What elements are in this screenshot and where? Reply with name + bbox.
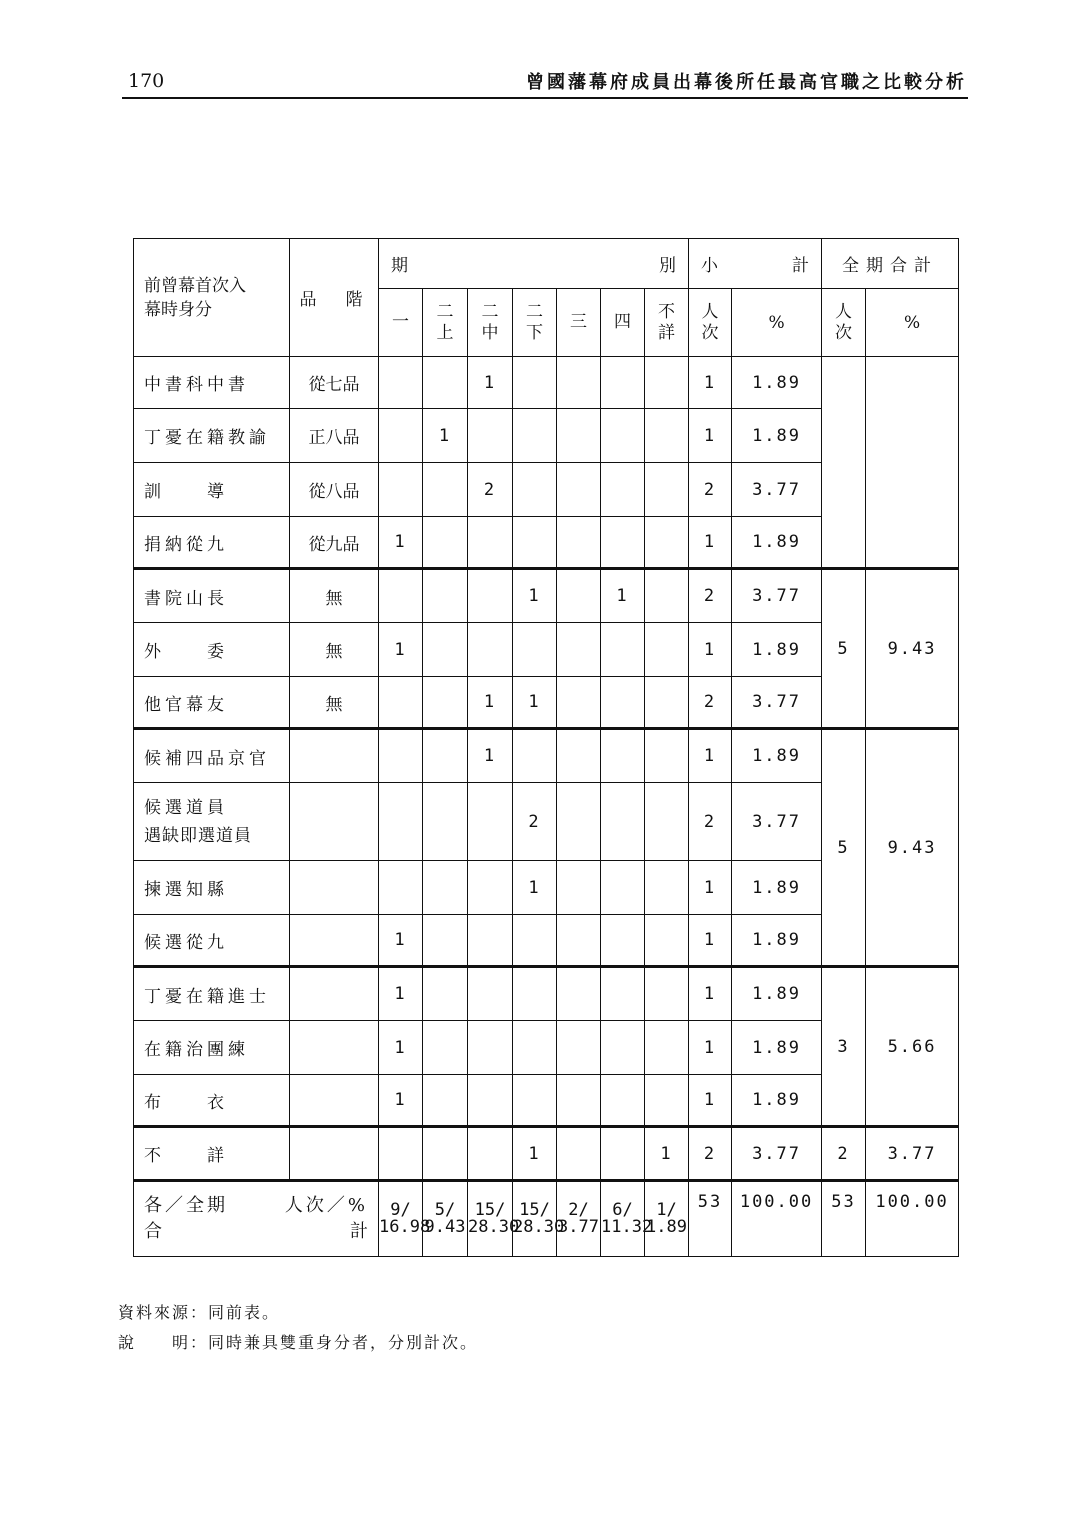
period-count-cell: 1 bbox=[379, 517, 423, 569]
period-count-cell bbox=[423, 783, 468, 861]
period-count-cell bbox=[468, 569, 513, 623]
period-head-5: 三 bbox=[557, 289, 601, 357]
period-count-cell bbox=[423, 967, 468, 1021]
identity-label: 丁憂在籍進士 bbox=[144, 986, 270, 1007]
period-total-percent: 28.30 bbox=[468, 1217, 520, 1237]
period-count-cell bbox=[601, 1127, 645, 1181]
rank-cell bbox=[290, 915, 379, 967]
period-total-cell bbox=[513, 1181, 565, 1257]
identity-cell bbox=[134, 463, 290, 517]
subtotal-persons-cell: 1 bbox=[689, 1075, 732, 1127]
subtotal-persons-cell: 1 bbox=[689, 357, 732, 409]
subtotal-label-left: 小 bbox=[701, 256, 719, 276]
period-head-2: 二上 bbox=[423, 289, 468, 357]
total-label-top-left: 各／全期 bbox=[144, 1195, 228, 1216]
period-count-cell bbox=[379, 463, 423, 517]
period-count-cell bbox=[379, 861, 423, 915]
period-count-cell bbox=[601, 357, 645, 409]
period-count-cell: 1 bbox=[468, 729, 513, 783]
period-count-cell bbox=[513, 409, 557, 463]
identity-label: 揀選知縣 bbox=[144, 880, 228, 900]
period-count-cell bbox=[513, 1021, 557, 1075]
period-label-right: 別 bbox=[659, 256, 677, 276]
period-count-cell bbox=[557, 623, 601, 677]
period-total-percent: 3.77 bbox=[558, 1217, 599, 1237]
period-count-cell bbox=[601, 463, 645, 517]
subtotal-percent-cell: 3.77 bbox=[732, 1127, 822, 1181]
period-total-cell bbox=[379, 1181, 431, 1257]
period-head-3: 二中 bbox=[468, 289, 513, 357]
period-count-cell bbox=[468, 861, 513, 915]
period-count-cell bbox=[423, 861, 468, 915]
period-count-cell bbox=[423, 569, 468, 623]
period-count-cell bbox=[645, 623, 689, 677]
identity-label-line2: 遇缺即選道員 bbox=[144, 825, 252, 846]
period-count-cell: 1 bbox=[513, 677, 557, 729]
period-total-cell bbox=[557, 1181, 601, 1257]
period-count-cell bbox=[557, 677, 601, 729]
period-count-cell: 2 bbox=[513, 783, 557, 861]
period-total-count: 15/ bbox=[519, 1200, 550, 1220]
period-count-cell bbox=[468, 623, 513, 677]
period-count-cell: 1 bbox=[601, 569, 645, 623]
period-count-cell bbox=[645, 861, 689, 915]
table-row bbox=[134, 967, 959, 1021]
total-label-bottom-right: 計 bbox=[350, 1221, 368, 1242]
subtotal-persons-cell: 1 bbox=[689, 409, 732, 463]
period-total-count: 6/ bbox=[612, 1200, 633, 1220]
period-count-cell bbox=[513, 463, 557, 517]
period-count-cell: 1 bbox=[379, 1021, 423, 1075]
source-note: 資料來源：同前表。 bbox=[118, 1303, 281, 1322]
period-header bbox=[379, 239, 689, 289]
subtotal-persons-cell: 2 bbox=[689, 1127, 732, 1181]
period-count-cell bbox=[601, 1075, 645, 1127]
period-count-cell bbox=[513, 623, 557, 677]
period-head-7: 不詳 bbox=[645, 289, 689, 357]
identity-label: 候補四品京官 bbox=[144, 748, 270, 769]
table-row bbox=[134, 1127, 959, 1181]
subtotal-persons-cell: 1 bbox=[689, 967, 732, 1021]
identity-cell bbox=[134, 677, 290, 729]
period-count-cell bbox=[645, 569, 689, 623]
rank-cell bbox=[290, 967, 379, 1021]
identity-label: 外 委 bbox=[144, 642, 228, 662]
identity-label: 訓 導 bbox=[144, 482, 228, 502]
subtotal-percent-cell: 1.89 bbox=[732, 861, 822, 915]
rank-cell bbox=[290, 1021, 379, 1075]
period-count-cell bbox=[468, 517, 513, 569]
subtotal-persons-cell: 1 bbox=[689, 1021, 732, 1075]
period-count-cell: 1 bbox=[513, 569, 557, 623]
period-count-cell bbox=[557, 357, 601, 409]
period-count-cell bbox=[601, 1021, 645, 1075]
total-all-p-cell: 100.00 bbox=[866, 1181, 959, 1257]
period-count-cell bbox=[513, 1075, 557, 1127]
rank-cell: 從九品 bbox=[290, 517, 379, 569]
subtotal-persons-cell: 1 bbox=[689, 729, 732, 783]
period-count-cell: 1 bbox=[468, 677, 513, 729]
subtotal-persons-cell: 1 bbox=[689, 623, 732, 677]
period-count-cell bbox=[423, 463, 468, 517]
period-count-cell: 1 bbox=[423, 409, 468, 463]
period-count-cell bbox=[423, 1127, 468, 1181]
identity-label: 候選從九 bbox=[144, 932, 228, 953]
period-count-cell bbox=[468, 1127, 513, 1181]
period-count-cell bbox=[601, 623, 645, 677]
period-count-cell bbox=[557, 517, 601, 569]
period-count-cell bbox=[379, 729, 423, 783]
period-count-cell bbox=[645, 1075, 689, 1127]
grand-persons-head: 人次 bbox=[822, 289, 866, 357]
period-count-cell bbox=[423, 517, 468, 569]
period-count-cell bbox=[468, 967, 513, 1021]
identity-cell bbox=[134, 967, 290, 1021]
group-percent-cell bbox=[866, 357, 959, 569]
total-label-top-right: 人次／% bbox=[284, 1195, 368, 1216]
period-count-cell bbox=[423, 1075, 468, 1127]
identity-cell bbox=[134, 569, 290, 623]
period-count-cell bbox=[645, 915, 689, 967]
total-row bbox=[134, 1181, 959, 1257]
period-head-1: 一 bbox=[379, 289, 423, 357]
period-total-percent: 11.32 bbox=[601, 1217, 653, 1237]
subtotal-percent-head: % bbox=[732, 289, 822, 357]
period-total-percent: 16.98 bbox=[379, 1217, 431, 1237]
group-percent-cell: 5.66 bbox=[866, 967, 959, 1127]
subtotal-persons-cell: 1 bbox=[689, 517, 732, 569]
group-percent-cell: 9.43 bbox=[866, 729, 959, 967]
period-count-cell bbox=[645, 677, 689, 729]
period-count-cell bbox=[423, 915, 468, 967]
subtotal-percent-cell: 1.89 bbox=[732, 1021, 822, 1075]
total-sub-n-cell: 53 bbox=[689, 1181, 732, 1257]
rank-cell: 從八品 bbox=[290, 463, 379, 517]
rank-cell bbox=[290, 783, 379, 861]
period-count-cell bbox=[645, 1021, 689, 1075]
subtotal-percent-cell: 1.89 bbox=[732, 1075, 822, 1127]
period-total-percent: 28.30 bbox=[513, 1217, 565, 1237]
period-count-cell bbox=[601, 409, 645, 463]
period-count-cell bbox=[379, 409, 423, 463]
period-total-count: 1/ bbox=[656, 1200, 677, 1220]
rank-cell: 從七品 bbox=[290, 357, 379, 409]
subtotal-percent-cell: 3.77 bbox=[732, 677, 822, 729]
period-count-cell bbox=[557, 1075, 601, 1127]
group-persons-cell: 2 bbox=[822, 1127, 866, 1181]
period-count-cell bbox=[557, 1021, 601, 1075]
subtotal-persons-cell: 1 bbox=[689, 915, 732, 967]
period-count-cell: 1 bbox=[513, 1127, 557, 1181]
grand-total-header: 全期合計 bbox=[822, 239, 959, 289]
period-count-cell bbox=[645, 783, 689, 861]
identity-cell bbox=[134, 783, 290, 861]
page-number: 170 bbox=[128, 70, 165, 92]
subtotal-percent-cell: 3.77 bbox=[732, 463, 822, 517]
period-count-cell bbox=[468, 409, 513, 463]
period-count-cell bbox=[601, 729, 645, 783]
period-total-cell bbox=[423, 1181, 468, 1257]
period-count-cell bbox=[601, 915, 645, 967]
subtotal-percent-cell: 3.77 bbox=[732, 783, 822, 861]
subtotal-percent-cell: 1.89 bbox=[732, 623, 822, 677]
period-count-cell bbox=[379, 783, 423, 861]
period-count-cell bbox=[423, 357, 468, 409]
period-label-left: 期 bbox=[391, 256, 408, 276]
period-count-cell: 1 bbox=[513, 861, 557, 915]
period-count-cell bbox=[513, 967, 557, 1021]
period-count-cell bbox=[379, 677, 423, 729]
running-title: 曾國藩幕府成員出幕後所任最高官職之比較分析 bbox=[526, 72, 967, 93]
total-label-bottom-left: 合 bbox=[144, 1221, 162, 1242]
period-total-percent: 9.43 bbox=[424, 1217, 466, 1237]
rank-cell: 正八品 bbox=[290, 409, 379, 463]
identity-cell bbox=[134, 357, 290, 409]
total-all-n-cell: 53 bbox=[822, 1181, 866, 1257]
period-count-cell bbox=[557, 915, 601, 967]
period-count-cell bbox=[645, 409, 689, 463]
subtotal-percent-cell: 1.89 bbox=[732, 357, 822, 409]
subtotal-percent-cell: 1.89 bbox=[732, 729, 822, 783]
rank-cell bbox=[290, 1075, 379, 1127]
rank-cell: 無 bbox=[290, 677, 379, 729]
identity-label: 布 衣 bbox=[144, 1092, 228, 1113]
period-count-cell bbox=[379, 357, 423, 409]
rank-cell: 無 bbox=[290, 623, 379, 677]
identity-label: 書院山長 bbox=[144, 588, 228, 609]
period-count-cell bbox=[557, 409, 601, 463]
identity-cell bbox=[134, 915, 290, 967]
group-percent-cell: 9.43 bbox=[866, 569, 959, 729]
period-total-count: 2/ bbox=[568, 1200, 589, 1220]
period-count-cell bbox=[513, 517, 557, 569]
group-persons-cell: 5 bbox=[822, 569, 866, 729]
identity-cell bbox=[134, 1075, 290, 1127]
period-count-cell bbox=[379, 1127, 423, 1181]
period-count-cell bbox=[379, 569, 423, 623]
period-count-cell bbox=[557, 861, 601, 915]
period-total-cell bbox=[645, 1181, 689, 1257]
period-count-cell bbox=[557, 783, 601, 861]
subtotal-percent-cell: 1.89 bbox=[732, 915, 822, 967]
period-count-cell bbox=[601, 517, 645, 569]
period-count-cell bbox=[645, 729, 689, 783]
grand-percent-head: % bbox=[866, 289, 959, 357]
rank-header: 品 階 bbox=[290, 239, 379, 357]
period-count-cell: 2 bbox=[468, 463, 513, 517]
rank-cell bbox=[290, 729, 379, 783]
subtotal-percent-cell: 1.89 bbox=[732, 967, 822, 1021]
subtotal-persons-cell: 2 bbox=[689, 677, 732, 729]
identity-cell bbox=[134, 1127, 290, 1181]
header-row-1 bbox=[134, 239, 959, 289]
identity-label: 捐納從九 bbox=[144, 534, 228, 555]
identity-label: 中書科中書 bbox=[144, 375, 249, 395]
subtotal-persons-cell: 2 bbox=[689, 569, 732, 623]
period-count-cell bbox=[513, 729, 557, 783]
subtotal-persons-cell: 1 bbox=[689, 861, 732, 915]
period-count-cell bbox=[645, 463, 689, 517]
identity-label: 他官幕友 bbox=[144, 694, 228, 715]
period-count-cell bbox=[601, 967, 645, 1021]
identity-header: 前曾幕首次入幕時身分 bbox=[134, 239, 290, 357]
period-count-cell bbox=[423, 729, 468, 783]
table-row bbox=[134, 357, 959, 409]
period-count-cell bbox=[557, 569, 601, 623]
group-persons-cell: 5 bbox=[822, 729, 866, 967]
period-count-cell bbox=[557, 729, 601, 783]
group-percent-cell: 3.77 bbox=[866, 1127, 959, 1181]
period-count-cell bbox=[557, 1127, 601, 1181]
identity-label: 在籍治團練 bbox=[144, 1040, 249, 1060]
subtotal-persons-cell: 2 bbox=[689, 463, 732, 517]
comparison-table bbox=[133, 238, 959, 1257]
period-count-cell: 1 bbox=[379, 1075, 423, 1127]
subtotal-persons-cell: 2 bbox=[689, 783, 732, 861]
period-count-cell bbox=[468, 783, 513, 861]
period-count-cell: 1 bbox=[379, 915, 423, 967]
rank-cell: 無 bbox=[290, 569, 379, 623]
period-count-cell bbox=[601, 861, 645, 915]
total-sub-p-cell: 100.00 bbox=[732, 1181, 822, 1257]
table-row bbox=[134, 569, 959, 623]
period-total-count: 15/ bbox=[474, 1200, 506, 1220]
identity-cell bbox=[134, 729, 290, 783]
total-label-cell bbox=[134, 1181, 379, 1257]
period-count-cell bbox=[468, 1075, 513, 1127]
subtotal-percent-cell: 3.77 bbox=[732, 569, 822, 623]
rank-cell bbox=[290, 861, 379, 915]
period-count-cell: 1 bbox=[379, 623, 423, 677]
table-row bbox=[134, 729, 959, 783]
subtotal-percent-cell: 1.89 bbox=[732, 517, 822, 569]
period-total-cell bbox=[601, 1181, 653, 1257]
group-persons-cell bbox=[822, 357, 866, 569]
period-count-cell bbox=[423, 677, 468, 729]
period-count-cell bbox=[601, 677, 645, 729]
rank-cell bbox=[290, 1127, 379, 1181]
period-count-cell: 1 bbox=[645, 1127, 689, 1181]
period-count-cell bbox=[468, 915, 513, 967]
identity-cell bbox=[134, 861, 290, 915]
subtotal-persons-head: 人次 bbox=[689, 289, 732, 357]
period-count-cell bbox=[645, 357, 689, 409]
period-count-cell bbox=[557, 967, 601, 1021]
period-count-cell bbox=[423, 1021, 468, 1075]
period-head-4: 二下 bbox=[513, 289, 557, 357]
identity-cell bbox=[134, 1021, 290, 1075]
header-rule bbox=[122, 97, 968, 99]
period-count-cell bbox=[513, 915, 557, 967]
identity-cell bbox=[134, 409, 290, 463]
explanation-note: 說 明：同時兼具雙重身分者，分別計次。 bbox=[118, 1333, 479, 1352]
subtotal-label-right: 計 bbox=[792, 256, 810, 276]
period-total-count: 5/ bbox=[434, 1200, 456, 1220]
period-count-cell: 1 bbox=[468, 357, 513, 409]
period-head-6: 四 bbox=[601, 289, 645, 357]
identity-label: 丁憂在籍教諭 bbox=[144, 428, 270, 448]
group-persons-cell: 3 bbox=[822, 967, 866, 1127]
subtotal-percent-cell: 1.89 bbox=[732, 409, 822, 463]
period-count-cell bbox=[645, 967, 689, 1021]
identity-cell bbox=[134, 623, 290, 677]
period-count-cell bbox=[601, 783, 645, 861]
period-count-cell bbox=[468, 1021, 513, 1075]
period-count-cell bbox=[513, 357, 557, 409]
period-count-cell bbox=[423, 623, 468, 677]
identity-cell bbox=[134, 517, 290, 569]
period-count-cell bbox=[645, 517, 689, 569]
period-total-cell bbox=[468, 1181, 520, 1257]
period-count-cell: 1 bbox=[379, 967, 423, 1021]
period-count-cell bbox=[557, 463, 601, 517]
identity-label: 不 詳 bbox=[144, 1146, 228, 1166]
identity-label: 候選道員 bbox=[144, 797, 228, 818]
subtotal-header bbox=[689, 239, 822, 289]
period-total-count: 9/ bbox=[390, 1200, 411, 1220]
period-total-percent: 1.89 bbox=[646, 1217, 687, 1237]
